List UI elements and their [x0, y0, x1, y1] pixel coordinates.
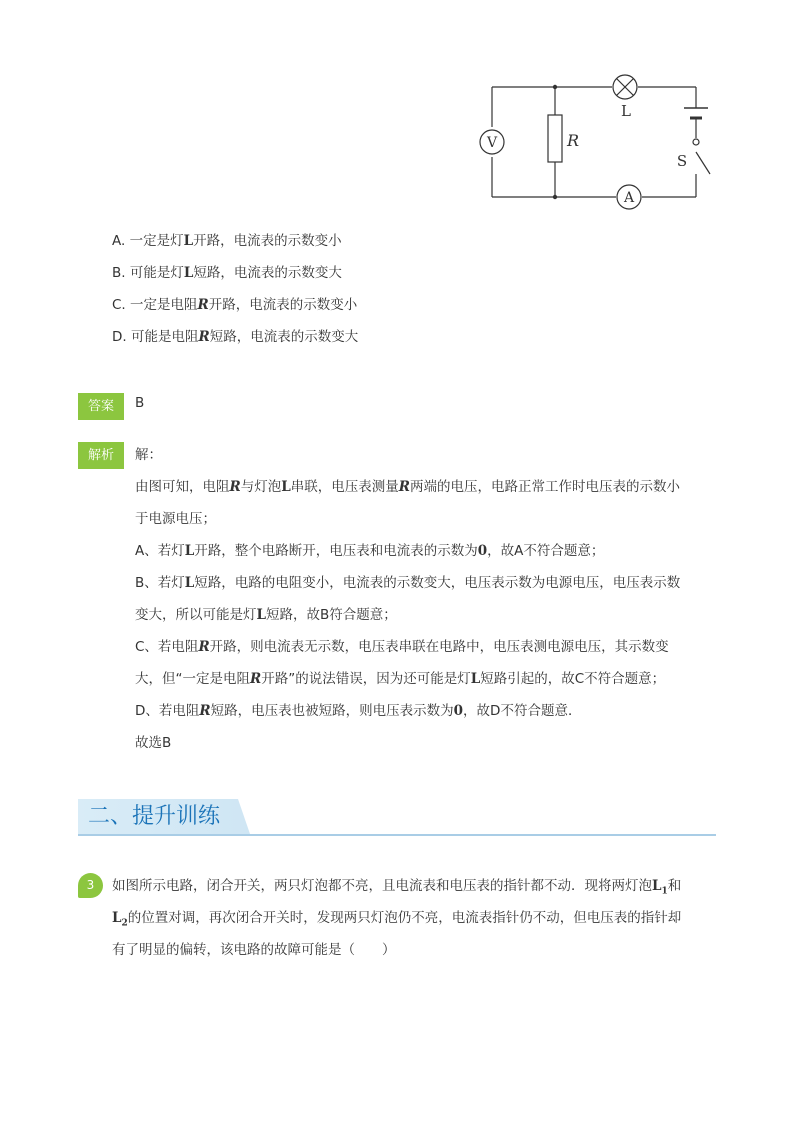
question-line: $L_2$的位置对调，再次闭合开关时，发现两只灯泡仍不亮，电流表指针仍不动，但电压表的指针却 — [112, 910, 682, 929]
analysis-line: 变大，所以可能是灯L短路，故B符合题意； — [135, 607, 397, 623]
answer-value: B — [135, 395, 145, 411]
option-text: 短路，电流表的示数变大 — [193, 265, 342, 281]
question-number-badge: 3 — [78, 873, 103, 898]
analysis-line: D、若电阻R短路，电压表也被短路，则电压表示数为0，故D不符合题意． — [135, 703, 582, 719]
junction-dot — [553, 85, 557, 89]
symbol-r: R — [197, 297, 209, 313]
junction-dot — [553, 195, 557, 199]
analysis-line: C、若电阻R开路，则电流表无示数，电压表串联在电路中，电压表测电源电压，其示数变 — [135, 639, 669, 655]
voltmeter-label: V — [486, 135, 498, 151]
option-key: D. — [112, 329, 127, 345]
switch-label: S — [676, 152, 688, 170]
switch-contact — [693, 139, 699, 145]
symbol-l: L — [183, 233, 194, 249]
section-title: 二、提升训练 — [88, 804, 221, 829]
option-text: 可能是灯 — [129, 265, 184, 281]
ammeter-label: A — [623, 190, 635, 206]
option-key: C. — [112, 297, 126, 313]
analysis-line: 由图可知，电阻R与灯泡L串联，电压表测量R两端的电压，电路正常工作时电压表的示数小 — [135, 479, 680, 495]
analysis-line: 于电源电压； — [135, 511, 216, 527]
resistor-symbol — [548, 115, 562, 162]
analysis-line: B、若灯L短路，电路的电阻变小，电流表的示数变大，电压表示数为电源电压，电压表示数 — [135, 575, 681, 591]
symbol-l: L — [183, 265, 194, 281]
symbol-r: R — [198, 329, 210, 345]
question-line: 如图所示电路，闭合开关，两只灯泡都不亮，且电流表和电压表的指针都不动．现将两灯泡$L_1$和 — [112, 878, 682, 897]
option-a[interactable] — [112, 229, 342, 249]
option-d[interactable] — [112, 325, 358, 345]
analysis-line: 解： — [135, 447, 162, 463]
option-text: 开路，电流表的示数变小 — [208, 297, 358, 313]
answer-tag: 答案 — [78, 393, 124, 420]
option-key: A. — [112, 233, 126, 249]
question-line: 有了明显的偏转，该电路的故障可能是（ ） — [112, 942, 396, 958]
lamp-label: L — [621, 102, 631, 120]
analysis-line: 大，但“一定是电阻R开路”的说法错误，因为还可能是灯L短路引起的，故C不符合题意； — [135, 671, 666, 687]
resistor-label: R — [567, 131, 580, 150]
option-text: 一定是电阻 — [130, 297, 198, 313]
section-divider — [78, 834, 716, 836]
option-b[interactable] — [112, 261, 342, 281]
circuit-diagram — [470, 70, 720, 215]
option-text: 一定是灯 — [129, 233, 184, 249]
option-text: 可能是电阻 — [130, 329, 199, 345]
option-key: B. — [112, 265, 126, 281]
analysis-line: 故选B — [135, 735, 172, 751]
analysis-tag: 解析 — [78, 442, 124, 469]
option-text: 短路，电流表的示数变大 — [209, 329, 359, 345]
analysis-line: A、若灯L开路，整个电路断开，电压表和电流表的示数为0，故A不符合题意； — [135, 543, 605, 559]
option-text: 开路，电流表的示数变小 — [193, 233, 342, 249]
option-c[interactable] — [112, 293, 357, 313]
